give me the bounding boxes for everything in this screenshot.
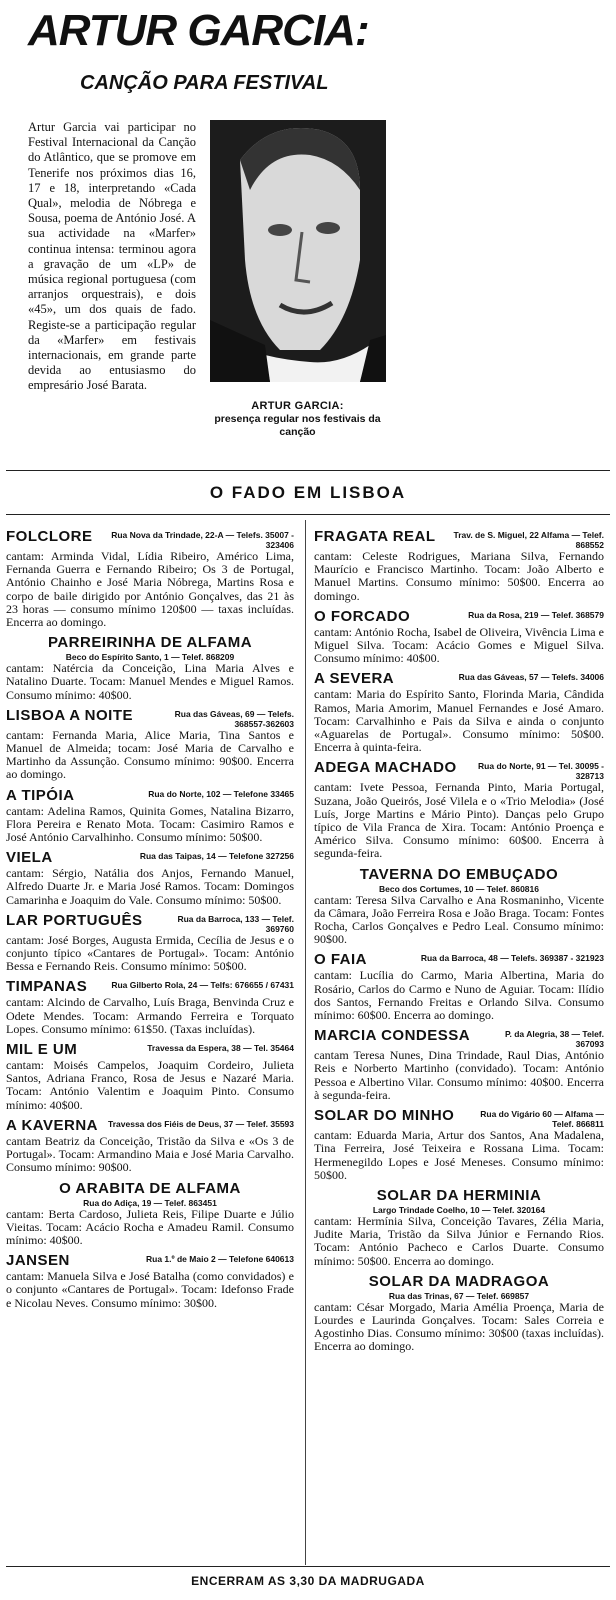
venue-details: cantam: Ivete Pessoa, Fernanda Pinto, Maria Portugal, Suzana, João Queirós, José Vilela e o «Trio Melodia» (José Luís, Jorge Martins e Mário Pinto). Danças pelo Grupo típico de Vila Franca de Xira. Tocam: António Proença e Américo Silva. Consumo mínimo: 60$00. Encerra à segunda-feira.	[314, 780, 604, 861]
subheadline: CANÇÃO PARA FESTIVAL	[80, 72, 329, 94]
venue-name: MARCIA CONDESSA	[314, 1027, 471, 1045]
venue-address: Travessa dos Fiéis de Deus, 37 — Telef. 35593	[108, 1118, 294, 1129]
venue-address: Rua da Barroca, 48 — Telefs. 369387 - 321923	[420, 953, 604, 964]
venue-item	[314, 1273, 604, 1354]
venue-details: cantam: Adelina Ramos, Quinita Gomes, Natalina Bizarro, Flora Pereira e Renato Mota. Tocam: Casimiro Ramos e José António Carvalhinho. Consumo mínimo: 50$00.	[6, 803, 294, 845]
venue-details: cantam: Manuela Silva e José Batalha (como convidados) e o conjunto «Cantares de Portugal». Tocam: Idefonso Frade e Nicolau Neves. Consumo mínimo: 30$00.	[6, 1269, 294, 1310]
venue-details: cantam: Berta Cardoso, Julieta Reis, Filipe Duarte e Júlio Vieitas. Tocam: Acácio Rocha e Amadeu Ramil. Consumo mínimo: 40$00.	[6, 1206, 294, 1247]
venue-name: SOLAR DO MINHO	[314, 1107, 455, 1125]
venue-name: FOLCLORE	[6, 528, 93, 545]
venue-address: Rua Nova da Trindade, 22-A — Telefs. 35007 - 323406	[111, 530, 294, 550]
venue-name: O FORCADO	[314, 607, 411, 625]
section-title: O FADO EM LISBOA	[209, 483, 407, 502]
venue-details: cantam Beatriz da Conceição, Tristão da Silva e «Os 3 de Portugal». Tocam: Armandino Maia e José Maria Carvalho. Consumo mínimo: 90$00.	[6, 1133, 294, 1175]
venue-item	[6, 707, 294, 782]
venue-details: cantam: Eduarda Maria, Artur dos Santos, Ana Madalena, Tina Ferreira, José Teixeira e Rossana Lima. Tocam: Hermenegildo Lopes e José Meneses. Consumo mínimo: 50$00.	[314, 1128, 604, 1182]
venue-name: TIMPANAS	[6, 978, 88, 996]
venue-details: cantam: Natércia da Conceição, Lina Maria Alves e Natalino Duarte. Tocam: Manuel Mendes e Miguel Ramos. Consumo mínimo: 40$00.	[6, 661, 294, 702]
venue-item	[314, 866, 604, 947]
venue-name: FRAGATA REAL	[314, 528, 436, 545]
venue-details: cantam: Lucília do Carmo, Maria Albertina, Maria do Rosário, Carlos do Carmo e Nuno de Aguiar. Tocam: Ilídio dos Santos, Fernando Freitas e Orlando Silva. Consumo mínimo: 60$00. Encerra ao domingo.	[314, 968, 604, 1023]
venue-details: cantam: Hermínia Silva, Conceição Tavares, Zélia Maria, Judite Maria, Tristão da Silva Júnior e Fernando Rios. Tocam: António Pacheco e Carlos Duarte. Consumo mínimo: 50$00. Encerra ao domingo.	[314, 1213, 604, 1268]
venue-name: PARREIRINHA DE ALFAMA	[47, 634, 253, 652]
venue-address: P. da Alegria, 38 — Telef. 367093	[504, 1029, 604, 1050]
venue-address: Rua 1.º de Maio 2 — Telefone 640613	[146, 1254, 294, 1265]
venue-name: MIL E UM	[6, 1041, 78, 1059]
closing-time-note: ENCERRAM AS 3,30 DA MADRUGADA	[191, 1574, 425, 1588]
venue-item	[6, 634, 294, 702]
venue-item	[6, 787, 294, 845]
photo-caption	[205, 400, 390, 439]
venue-item	[314, 608, 604, 666]
section-title-rule	[6, 514, 610, 515]
venue-address: Beco dos Cortumes, 10 — Telef. 860816	[379, 883, 539, 894]
headline: ARTUR GARCIA:	[28, 6, 369, 55]
venue-item	[6, 849, 294, 907]
venue-details: cantam: César Morgado, Maria Amélia Proença, Maria de Lourdes e Laurinda Gonçalves. Tocam: Sales Correia e Agostinho Dias. Consumo mínimo: 30$00 (taxas incluídas). Encerra ao domingo.	[314, 1299, 604, 1354]
caption-name: ARTUR GARCIA:	[251, 400, 344, 412]
venue-column-right	[314, 528, 604, 1359]
venue-item	[314, 528, 604, 603]
venue-name: TAVERNA DO EMBUÇADO	[359, 865, 559, 883]
venue-name: SOLAR DA MADRAGOA	[368, 1272, 550, 1290]
venue-details: cantam: José Borges, Augusta Ermida, Cecília de Jesus e o conjunto típico «Cantares de Portugal». Tocam: António Bessa e Fernando Reis. Consumo mínimo: 50$00.	[6, 932, 294, 974]
venue-address: Beco do Espírito Santo, 1 — Telef. 868209	[65, 652, 235, 663]
venue-name: JANSEN	[6, 1252, 70, 1270]
venue-item	[314, 1107, 604, 1182]
venue-details: cantam: Sérgio, Natália dos Anjos, Fernando Manuel, Alfredo Duarte Jr. e Maria José Ramos. Tocam: Domingos Camarinha e Joaquim do Vale. Consumo mínimo: 50$00.	[6, 866, 294, 907]
venue-name: LISBOA A NOITE	[6, 706, 133, 724]
venue-details: cantam: Fernanda Maria, Alice Maria, Tina Santos e Manuel de Almeida; tocam: José Maria de Carvalho e Martinho da Assunção. Consumo mínimo: 90$00. Encerra ao domingo.	[6, 727, 294, 782]
venue-item	[314, 1187, 604, 1268]
caption-text: presença regular nos festivais da canção	[214, 413, 381, 438]
venue-item	[314, 670, 604, 754]
venue-address: Rua da Rosa, 219 — Telef. 368579	[468, 609, 604, 620]
venue-address: Travessa da Espera, 38 — Tel. 35464	[147, 1043, 294, 1054]
venue-address: Rua da Barroca, 133 — Telef. 369760	[177, 913, 294, 934]
venue-details: cantam: Alcindo de Carvalho, Luís Braga, Benvinda Cruz e Odete Mendes. Tocam: Armando Ferreira e Torquato Lopes. Consumo mínimo: 61$50. (Taxas incluídas).	[6, 995, 294, 1036]
venue-name: LAR PORTUGUÊS	[6, 911, 143, 929]
venue-name: A TIPÓIA	[6, 786, 75, 804]
venue-item	[6, 912, 294, 974]
venue-name: A KAVERNA	[6, 1116, 99, 1134]
venue-item	[6, 1041, 294, 1112]
venue-item	[6, 1180, 294, 1248]
portrait-photo	[210, 120, 386, 382]
venue-address: Rua Gilberto Rola, 24 — Telfs: 676655 / 67431	[111, 980, 294, 991]
column-divider	[305, 520, 306, 1565]
venue-address: Rua do Adiça, 19 — Telef. 863451	[83, 1197, 217, 1208]
venue-address: Rua das Taipas, 14 — Telefone 327256	[139, 851, 294, 862]
venue-name: ADEGA MACHADO	[314, 759, 457, 777]
footer-rule	[6, 1566, 610, 1567]
venue-details: cantam: Maria do Espírito Santo, Florinda Maria, Cândida Ramos, Maria Amorim, Manuel Fernandes e José Amaro. Tocam: Carvalhinho e Pais da Silva e ainda o conjunto «Aguarelas de Portugal». Consumo mínimo: 50$00. Encerra à quinta-feira.	[314, 687, 604, 755]
venue-item	[6, 978, 294, 1036]
venue-column-left	[6, 528, 294, 1315]
article-body: Artur Garcia vai participar no Festival Internacional da Canção do Atlântico, que se promove em Tenerife nos próximos dias 16, 17 e 18, interpretando «Cada Qual», melodia de Nóbrega e Sousa, poema de António José. A sua actividade na «Marfer» continua intensa: terminou agora a gravação de um «LP» de música regional portuguesa (com arranjos orquestrais), e dois «45», um dos quais de fado. Registe-se a participação regular da «Marfer» em festivais internacionais, em grande parte devida ao entusiasmo do empresário José Barata.	[28, 120, 196, 393]
venue-details: cantam: António Rocha, Isabel de Oliveira, Vivência Lima e Miguel Silva. Tocam: Acácio Gomes e Miguel Silva. Consumo mínimo: 40$00.	[314, 624, 604, 666]
venue-address: Largo Trindade Coelho, 10 — Telef. 320164	[372, 1204, 546, 1215]
portrait-illustration	[210, 120, 386, 382]
venue-address: Rua do Norte, 102 — Telefone 33465	[148, 788, 294, 799]
venue-item	[314, 1027, 604, 1102]
venue-address: Rua do Norte, 91 — Tel. 30095 - 328713	[478, 761, 604, 782]
venue-address: Rua das Gáveas, 57 — Telefs. 34006	[458, 672, 604, 683]
venue-item	[6, 528, 294, 629]
venue-name: SOLAR DA HERMINIA	[376, 1186, 542, 1204]
venue-details: cantam Teresa Nunes, Dina Trindade, Raul Dias, António Reis e Norberto Martinho (convidado). Tocam: António Pessoa e Albertino Vilar. Consumo mínimo: 40$00. Encerra à segunda-feira.	[314, 1048, 604, 1102]
venue-address: Rua das Trinas, 67 — Telef. 669857	[388, 1290, 530, 1301]
venue-details: cantam: Arminda Vidal, Lídia Ribeiro, Américo Lima, Fernanda Guerra e Fernando Ribeiro; Os 3 de Portugal, António Chainho e José Maria Nóbrega, Martins Rosa e corpo de baile dirigido por António Gonçalves, das 21 às 23 horas — consumo mínimo 120$00 — taxas incluídas. Encerra ao domingo.	[6, 549, 294, 630]
venue-item	[314, 759, 604, 860]
venue-item	[6, 1252, 294, 1310]
venue-name: VIELA	[6, 849, 53, 867]
venue-details: cantam: Celeste Rodrigues, Mariana Silva, Fernando Maurício e Francisco Martinho. Tocam: João Alberto e Manuel Martins. Consumo mínimo: 50$00. Encerra ao domingo.	[314, 549, 604, 603]
section-top-rule	[6, 470, 610, 471]
venue-item	[314, 951, 604, 1022]
venue-address: Rua do Vigário 60 — Alfama — Telef. 866811	[480, 1109, 604, 1130]
venue-item	[6, 1117, 294, 1175]
venue-name: O FAIA	[314, 951, 368, 969]
venue-address: Trav. de S. Miguel, 22 Alfama — Telef. 868552	[453, 530, 604, 550]
venue-name: O ARABITA DE ALFAMA	[59, 1179, 241, 1197]
venue-name: A SEVERA	[314, 670, 395, 688]
venue-details: cantam: Teresa Silva Carvalho e Ana Rosmaninho, Vicente da Câmara, João Ferreira Rosa e João Braga. Tocam: Fontes Rocha, Carlos Gonçalves e Pedro Leal. Consumo mínimo: 90$00.	[314, 892, 604, 947]
venue-address: Rua das Gáveas, 69 — Telefs. 368557-362603	[174, 708, 294, 729]
venue-details: cantam: Moisés Campelos, Joaquim Cordeiro, Julieta Santos, Adriana Franco, Rosa de Jesus e Nazaré Maria. Tocam: António Valentim e Joaquim Pinto. Consumo mínimo: 40$00.	[6, 1058, 294, 1112]
